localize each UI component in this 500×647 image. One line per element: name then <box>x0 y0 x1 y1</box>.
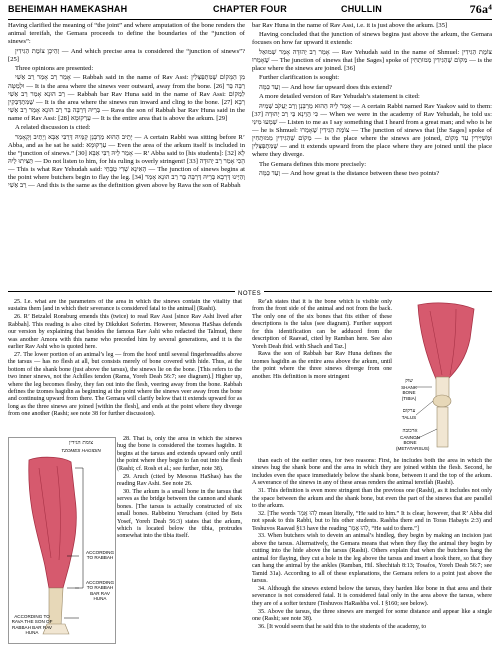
paragraph: אָמַר רַב יְהוּדָה אָמַר שְׁמוּאֵל — Rav Yehudah said in the name of Shmuel: צוֹמֶת הַגִּידִין שֶׁאָמְרוּ — The junction of sinews that [the Sages] spoke of מְקוֹם שֶׁהַגִּידִין מְמוּתְחִין — is the place where the sinews are joined. [36] <box>252 48 492 73</box>
right-main-column <box>252 22 492 290</box>
left-main-column <box>8 22 245 290</box>
diagram-title-hebrew: צומת הגידין <box>68 440 94 446</box>
notes-left-column <box>8 299 242 436</box>
note: 28. That is, only the area in which the sinews hug the bone is considered the tzomes hagidin. It begins at the tarsus and extends upward only until the point where they begin to fan out into the flesh (Rashi; cf. Rosh et al.; see further, note 38). <box>117 436 242 472</box>
notes-left-lower-column <box>117 436 242 642</box>
cannon-label: CANNON BONE (METATARSUS) <box>396 435 430 451</box>
shank-label: SHANK BONE (TIBIA) <box>401 385 417 401</box>
note: 34. Although the sinews extend below the tarsus, they harden like bone in that area and their severance is not considered fatal. It is considered fatal only in the area above the tarsus, where they are of a softer texture (Teshuvos HaRashba vol. I §160; see below). <box>252 585 492 607</box>
paragraph: The Gemara defines this more precisely: <box>259 160 367 168</box>
paragraph: וְעַד כַּמָּה — And how great is the distance between these two points? <box>259 169 440 177</box>
paragraph: אָמַר רַב אָמַר רַב אַשִׁי — Rabbah said in the name of Rav Assi: מִן הַמָּקוֹם שֶׁמִּתְפַּצְּלִין וּלְמַטָּה — It is the area where the sinews veer outward, away from the bone. [26] רַבָּה בַּר רַב הוּנָא אָמַר רַב אַשִׁי — Rabbah bar Rav Huna said in the name of Rav Assi: לִמְקוֹם שֶׁמִּתְדַּבְּקִין — It is the area where the sinews run inward and cling to the bone. [27] רָבָא בְּרֵיהּ דְּרַבָּה בַּר רַב הוּנָא אָמַר רַב אַשִׁי — Rava the son of Rabbah bar Rav Huna said in the name of Rav Assi: [28] עַרְקוּמָא — It is the entire area that is above the arkum. [29] <box>8 74 245 122</box>
leg-bones-diagram <box>396 299 492 457</box>
talus-label: TALUS <box>401 415 417 420</box>
tzomes-hagidin-diagram <box>8 437 116 644</box>
note: 27. The lower portion of an animal’s leg — from the hoof until several fingerbreadths above the tarsus — has no flesh at all, but consists merely of bone covered with hide. Thus, at the bottom of the shank bone (just above the tarsus), the sinews lie on the bone. [This refers to the two inner sinews, not the Achilles tendon (Rama, Yoreh Deah 56:7; see diagram).] Higher up, where the leg becomes fleshy, they fan out into the flesh, veering away from the bone. Rabbah defines the tzomes hagidin as beginning at the point where the sinews veer away from the bone and continuing upward from there. The Gemara will clarify below that it extends upward for as long as the three sinews are joined [within the flesh], and ends at the point where they diverge from one another (Rashi; see note 38 for further discussion). <box>8 351 242 418</box>
note: Re’ah states that it is the bone which is visible only from the front side of the animal and not from the back. The only one of the six bones that fits either of these descriptions is the talus (see diagram). Further support for this identification can be adduced from the description of Raavad, cited by Ramban here. See also Yoreh Deah ibid. with Shach and Taz.] <box>252 299 392 350</box>
note: 29. Aruch (cited by Mesoras HaShas) has the reading Rav Ashi. See note 26. <box>117 473 242 488</box>
label-according-to-rava: ACCORDING TO RAVA THE SON OF RABBAH BAR RAV HUNA <box>11 614 53 636</box>
notes-right-column <box>252 299 392 457</box>
paragraph: Three opinions are presented: <box>15 65 94 73</box>
note: Rava the son of Rabbah bar Rav Huna defines the tzomes hagidin as the entire area above the arkum, until the point where the three sinews diverge from one another. His definition is more stringent <box>252 351 392 380</box>
leg-illustration-left <box>9 438 115 643</box>
header-tractate: CHULLIN <box>341 4 382 14</box>
paragraph: Having clarified the meaning of “the joint” and where amputation of the bone renders the animal tereifah, the Gemara proceeds to define the boundaries of the “junction of sinews”: <box>8 22 245 46</box>
label-according-to-rabbah-bar-rav-huna: ACCORDING TO RABBAH BAR RAV HUNA <box>85 580 115 602</box>
diagram-title-english: TZOMES HAGIDIN <box>61 448 101 453</box>
cannon-label-hebrew: ארכובה <box>402 428 418 434</box>
note: 25. I.e. what are the parameters of the area in which the sinews contain the vitality that sustains them [and in which their severance is considered fatal to the animal] (Rashi). <box>8 299 242 313</box>
label-according-to-rabbah: ACCORDING TO RABBAH <box>85 550 115 561</box>
paragraph: וְעַד כַּמָּה — And how far upward does this extend? <box>259 83 392 91</box>
paragraph: וְהֵיכָן צוֹמֶת הַגִּידִין — And which precise area is considered the “junction of sinews”? [25] <box>8 47 245 63</box>
paragraph: A more detailed version of Rav Yehudah’s statement is cited: <box>259 93 420 101</box>
header-book-title: BEHEIMAH HAMEKASHAH <box>8 4 128 14</box>
paragraph: Further clarification is sought: <box>259 74 340 82</box>
paragraph: אָמַר לֵיהּ הַהוּא מֵרַבָּנָן וְרַב יַעֲקֹב שְׁמֵיהּ — A certain Rabbi named Rav Yaakov said to them: [37] כִּי הֲוֵינָא בֵּי רַב יְהוּדָה — When we were in the academy of Rav Yehudah, he told us: שְׁמָעוּ מִינִּי — Listen to me as I say something that I heard from a great man; and who is he — he is Shmuel: צוֹמֶת הַגִּידִין שֶׁאָמְרוּ — The junction of sinews that [the Sages] spoke of מְקוֹם שֶׁהַגִּידִין מְמוּתְחִין — is the place where the sinews are joined, וּמְשַׁיְּירִין עַד מָקוֹם שֶׁמִּתְפַּצְּלִין — and it extends upward from the place where they are joined until the place where they diverge. <box>252 102 492 159</box>
talus-label-hebrew: ערקום <box>402 408 416 414</box>
running-header <box>8 3 492 20</box>
paragraph: A related discussion is cited: <box>15 124 91 132</box>
note: 32. [The words לְהוּ אֲמַר mean literally, “He said to him.” It is clear, however, that R’ Abba did not speak to this Rabbi, but to his other students. Rashba there and in Toras Habayis 2:3) and Teshuvos Raavad §13 have the reading לְהוּ אֲמַר, “He said to them.”] <box>252 510 492 532</box>
header-folio: 76a⁴ <box>469 2 492 16</box>
paragraph: יָתֵיב הַהוּא מֵרַבָּנָן קַמֵּיהּ דְּרַבִּי אַבָּא וְיָתֵיב וְקָאָמַר — A certain Rabbi was sitting before R’ Abba, and as he sat he said: עַרְקוּמָא — Even the area of the arkum itself is included in the “junction of sinews.” [30] אָמַר לֵיהּ רַבִּי אַבָּא — R’ Abba said to [his students]: [32] לָא תַּצִּיתוּ לֵיהּ — Do not listen to him, for his ruling is overly stringent! [33] הָכִי אָמַר רַב יְהוּדָה — This is what Rav Yehudah said: הָאִינָא שָׁרִי טַבָּחֵי — The junction of sinews begins at the point where butchers begin to flay the leg. [34] וְהַיְינוּ דְּרָבָא בְּרֵיהּ דְּרַבָּה בַּר רַב הוּנָא אָמַר רַב אַשִׁי — And this is the same as the definition given above by Rava the son of Rabbah <box>8 133 245 190</box>
note: than each of the earlier ones, for two reasons: First, he includes both the area in which the sinews hug the shank bone and the area in which they are joined within the flesh. Second, he includes even the space immediately below the shank bone, between it and the top of the arkum. A severance of the sinews in any of these areas renders the animal tereifah (Rashi). <box>252 458 492 487</box>
notes-label: NOTES <box>235 291 264 297</box>
header-chapter: CHAPTER FOUR <box>213 4 287 14</box>
note: 36. [It would seem that he said this to the students of the academy, to <box>258 623 427 630</box>
paragraph: bar Rav Huna in the name of Rav Assi, i.e. it is just above the arkum. [35] <box>252 22 448 29</box>
shank-label-hebrew: שוק <box>405 378 413 384</box>
note: 31. This definition is even more stringent than the previous one (Rashi), as it includes not only the space between the arkum and the shank bone, but even the part of the sinews that are parallel to the arkum. <box>252 488 492 510</box>
notes-right-lower-column <box>252 458 492 642</box>
note: 26. R’ Betzalel Ronsburg emends this (twice) to read Rav Assi [since Rav Ashi lived after Rabbah]. This reading is also cited by Dikdukei Soferim. However, Mesoras HaShas defends our version by explaining that besides the famous Rav Ashi who redacted the Talmud, there was another Amora with this name who preceded him by several generations, and it is the earlier Rav Ashi who is quoted here. <box>8 314 242 351</box>
note: 33. When butchers wish to devein an animal’s hindleg, they begin by making an incision just above the tarsus. Alternatively, the Gemara means that when they flay the animal they begin by cutting into the hide above the tarsus (Rashi). Others explain that when the butchers hang the animal for flaying, they cut a hole in the leg above the tarsus and insert a hook there, so that they can hang the animal by the ankles (Ramban, Hil. Shechitah 8:13; Tosafos, Yoreh Deah 56:7; see Tamid 31a). According to all of these explanations, the Gemara refers to a point just above the tarsus. <box>252 533 492 585</box>
paragraph: Having concluded that the junction of sinews begins just above the arkum, the Gemara focuses on how far upward it extends: <box>252 31 492 47</box>
note: 35. Above the tarsus, the three sinews are merged for some distance and appear like a single one (Rashi; see note 38). <box>252 608 492 622</box>
note: 30. The arkum is a small bone in the tarsus that serves as the bridge between the cannon and shank bones. [The tarsus is actually constructed of six small bones. Rabbeinu Yerucham (cited by Beis Yosef, Yoreh Deah 56:3) states that the arkum, which is located below the tibia, protrudes somewhat into the tibia itself. <box>117 488 242 540</box>
